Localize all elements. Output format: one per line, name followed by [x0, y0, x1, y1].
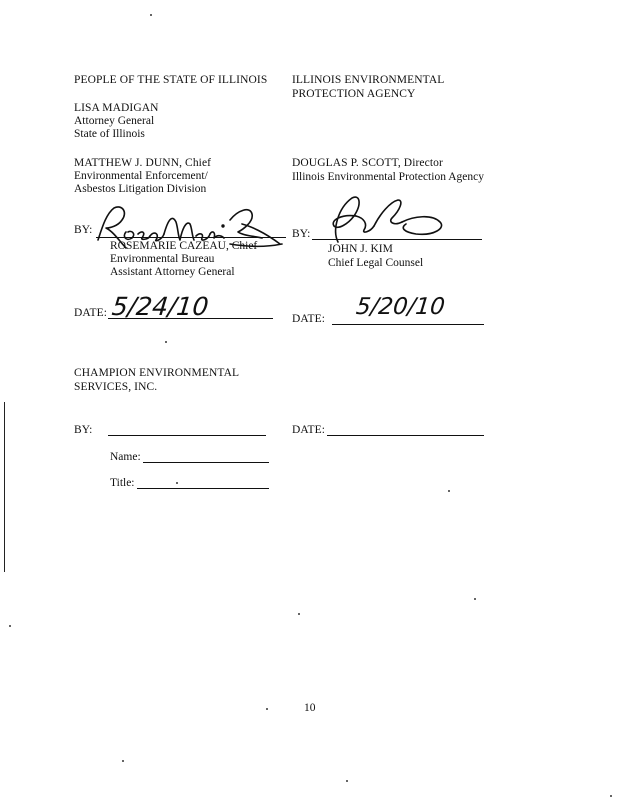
scan-speck [266, 708, 268, 710]
director-org: Illinois Environmental Protection Agency [292, 171, 484, 183]
scan-speck [346, 780, 348, 782]
scan-speck [610, 795, 612, 797]
scan-speck [448, 490, 450, 492]
left-by-label: BY: [74, 224, 93, 236]
right-handwritten-signature [308, 192, 458, 250]
scan-speck [474, 598, 476, 600]
official-title: Attorney General [74, 115, 155, 127]
right-date-handwritten: 5/20/10 [354, 294, 447, 320]
champion-title-line [137, 488, 269, 489]
champion-heading-line-2: SERVICES, INC. [74, 381, 158, 393]
right-party-heading-line-1: ILLINOIS ENVIRONMENTAL [292, 74, 445, 86]
official-name: LISA MADIGAN [74, 102, 159, 114]
right-party-heading-line-2: PROTECTION AGENCY [292, 88, 416, 100]
director-name: DOUGLAS P. SCOTT, Director [292, 157, 443, 169]
chief-name: MATTHEW J. DUNN, Chief [74, 157, 212, 169]
champion-name-line [143, 462, 269, 463]
left-signer-bureau: Environmental Bureau [110, 253, 215, 265]
chief-division-line-2: Asbestos Litigation Division [74, 183, 207, 195]
right-signer-name: JOHN J. KIM [328, 243, 393, 255]
right-date-label: DATE: [292, 313, 326, 325]
left-date-label: DATE: [74, 307, 108, 319]
right-date-line [332, 324, 484, 325]
right-signer-title: Chief Legal Counsel [328, 257, 424, 269]
scan-speck [298, 613, 300, 615]
chief-division-line-1: Environmental Enforcement/ [74, 170, 208, 182]
page-number: 10 [304, 702, 316, 714]
right-by-label: BY: [292, 228, 311, 240]
scan-speck [150, 14, 152, 16]
champion-heading-line-1: CHAMPION ENVIRONMENTAL [74, 367, 240, 379]
champion-name-label: Name: [110, 451, 141, 463]
champion-signature-line [108, 435, 266, 436]
champion-date-label: DATE: [292, 424, 326, 436]
left-signer-name: ROSEMARIE CAZEAU, Chief [110, 240, 258, 252]
scan-speck [176, 482, 178, 484]
champion-date-line [327, 435, 484, 436]
left-party-heading: PEOPLE OF THE STATE OF ILLINOIS [74, 74, 268, 86]
scan-speck [122, 760, 124, 762]
scan-speck [165, 341, 167, 343]
left-signer-title: Assistant Attorney General [110, 266, 235, 278]
champion-by-label: BY: [74, 424, 93, 436]
scan-speck [9, 625, 11, 627]
left-date-handwritten: 5/24/10 [110, 292, 210, 321]
scan-edge-line [4, 402, 5, 572]
official-org: State of Illinois [74, 128, 145, 140]
champion-title-label: Title: [110, 477, 135, 489]
